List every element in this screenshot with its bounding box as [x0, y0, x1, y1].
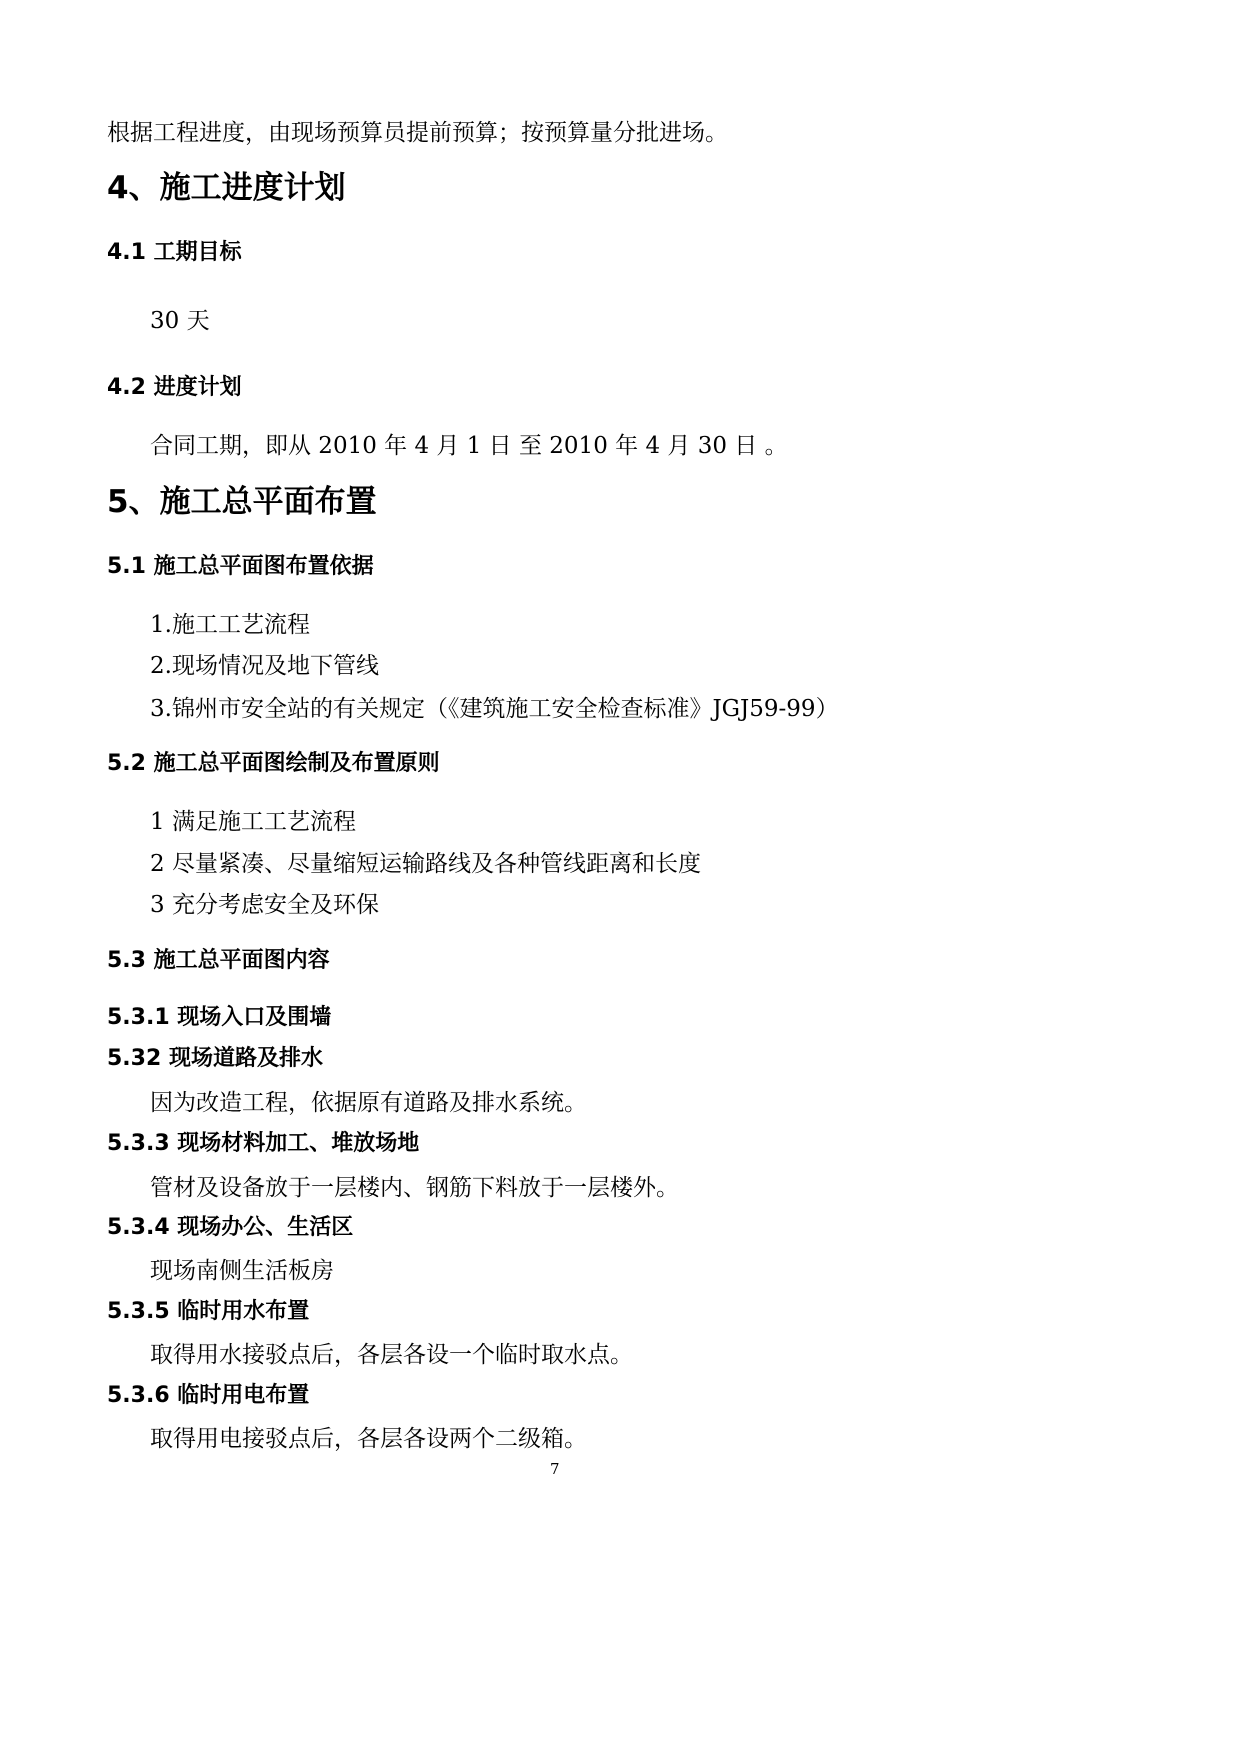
section-5-3-2-heading: 5.32 现场道路及排水 [107, 1046, 323, 1071]
section-5-3-3-heading: 5.3.3 现场材料加工、堆放场地 [107, 1131, 420, 1156]
section-4-heading: 4、施工进度计划 [107, 170, 346, 206]
page-number: 7 [550, 1460, 560, 1478]
section-4-2-heading: 4.2 进度计划 [107, 375, 242, 400]
section-5-2-heading: 5.2 施工总平面图绘制及布置原则 [107, 751, 440, 776]
section-5-3-5-heading: 5.3.5 临时用水布置 [107, 1299, 310, 1324]
section-5-2-item: 1 满足施工工艺流程 [150, 809, 356, 835]
section-5-2-item: 3 充分考虑安全及环保 [150, 892, 379, 918]
section-5-3-6-heading: 5.3.6 临时用电布置 [107, 1383, 310, 1408]
section-5-3-6-text: 取得用电接驳点后，各层各设两个二级箱。 [150, 1426, 587, 1452]
section-4-1-heading: 4.1 工期目标 [107, 240, 242, 265]
section-5-3-3-text: 管材及设备放于一层楼内、钢筋下料放于一层楼外。 [150, 1175, 679, 1201]
section-5-3-heading: 5.3 施工总平面图内容 [107, 948, 330, 973]
section-5-3-1-heading: 5.3.1 现场入口及围墙 [107, 1005, 332, 1030]
section-5-1-heading: 5.1 施工总平面图布置依据 [107, 554, 374, 579]
section-5-3-4-heading: 5.3.4 现场办公、生活区 [107, 1215, 354, 1240]
section-5-3-5-text: 取得用水接驳点后，各层各设一个临时取水点。 [150, 1342, 633, 1368]
intro-line: 根据工程进度，由现场预算员提前预算；按预算量分批进场。 [107, 120, 728, 146]
section-4-2-text: 合同工期，即从 2010 年 4 月 1 日 至 2010 年 4 月 30 日 。 [150, 433, 788, 459]
section-5-1-item: 2.现场情况及地下管线 [150, 653, 379, 679]
section-5-2-item: 2 尽量紧凑、尽量缩短运输路线及各种管线距离和长度 [150, 851, 701, 877]
section-4-1-text: 30 天 [150, 308, 210, 334]
section-5-1-item: 1.施工工艺流程 [150, 612, 310, 638]
section-5-3-2-text: 因为改造工程，依据原有道路及排水系统。 [150, 1090, 587, 1116]
section-5-heading: 5、施工总平面布置 [107, 484, 377, 520]
section-5-3-4-text: 现场南侧生活板房 [150, 1258, 334, 1284]
section-5-1-item: 3.锦州市安全站的有关规定（《建筑施工安全检查标准》JGJ59-99） [150, 696, 839, 722]
